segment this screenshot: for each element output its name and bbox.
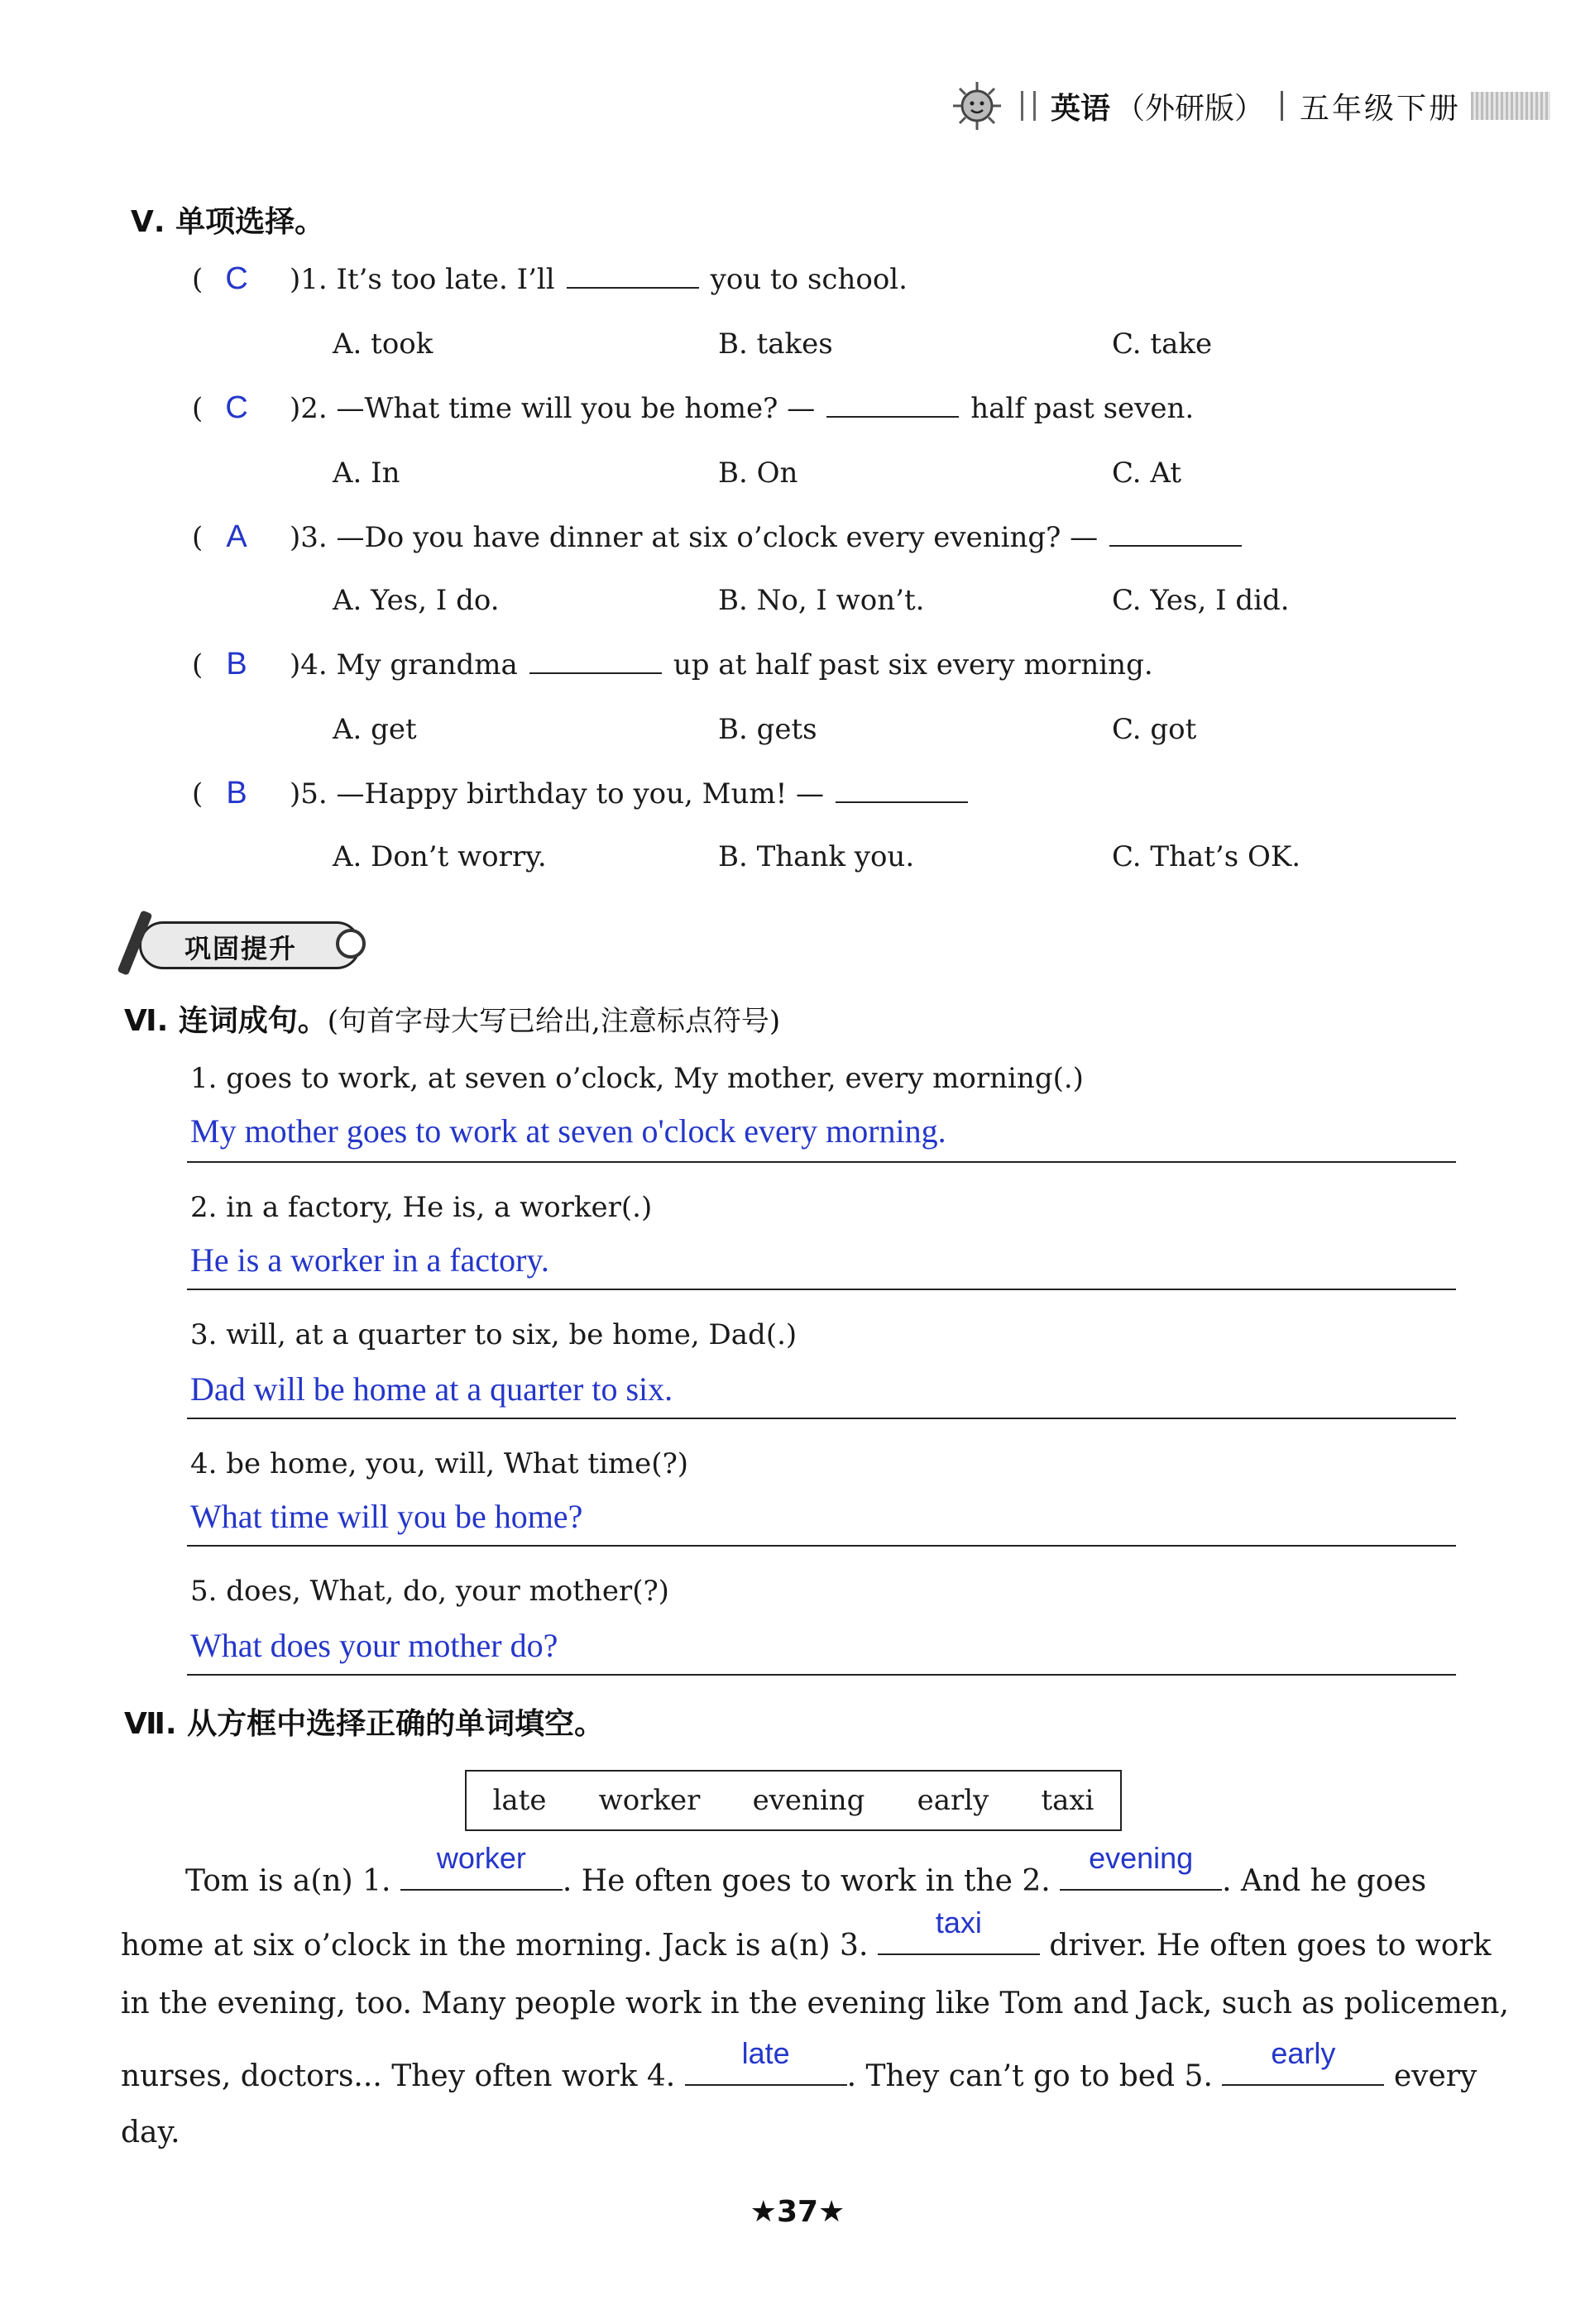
passage-line-3: in the evening, too. Many people work in the evening like Tom and Jack, such as policemen, [121, 1987, 1509, 2020]
reorder-answer-2: He is a worker in a factory. [190, 1241, 549, 1279]
passage-line-5: day. [121, 2116, 180, 2149]
reorder-answer-5: What does your mother do? [190, 1627, 558, 1664]
passage-1a: Tom is a(n) 1. [185, 1864, 391, 1898]
fill-answer-3: taxi [935, 1906, 982, 1939]
fill-answer-4: late [741, 2036, 790, 2070]
q2-number: )2. [290, 392, 328, 425]
banner-pill [139, 921, 361, 969]
fill-blank-2 [1060, 1841, 1222, 1891]
q4-option-b: B. gets [718, 713, 817, 746]
q4-option-a: A. get [333, 713, 417, 746]
answer-line-5 [187, 1674, 1456, 1676]
page-header [951, 73, 1564, 139]
header-grade: 五年级下册 [1300, 91, 1462, 126]
q5-option-a: A. Don’t worry. [333, 840, 547, 873]
header-divider-bars [1021, 91, 1036, 121]
header-subject: 英语 [1051, 91, 1111, 126]
q5-text-pre: —Happy birthday to you, Mum! — [336, 777, 825, 811]
q1-answer: C [225, 261, 248, 296]
fill-answer-2: evening [1089, 1841, 1194, 1875]
passage-2b: driver. He often goes to work [1049, 1929, 1492, 1963]
answer-line-1 [187, 1161, 1456, 1163]
answer-line-2 [187, 1289, 1456, 1290]
ring-icon [336, 929, 366, 959]
fill-answer-1: worker [436, 1841, 526, 1875]
word-early: early [917, 1784, 989, 1817]
q3-blank [1109, 520, 1242, 547]
q1-option-c: C. take [1112, 328, 1213, 361]
q5-answer: B [226, 776, 247, 811]
q3-text-pre: —Do you have dinner at six o’clock every evening? — [336, 521, 1099, 554]
reorder-prompt-1: 1. goes to work, at seven o’clock, My mother, every morning(.) [190, 1062, 1084, 1095]
passage-4b: . They can’t go to bed 5. [846, 2059, 1213, 2093]
header-edition: （外研版） [1115, 91, 1265, 126]
fill-answer-5: early [1271, 2036, 1336, 2070]
fill-blank-4 [685, 2036, 847, 2086]
passage-1c: . And he goes [1222, 1864, 1427, 1898]
section6-title-text: Ⅵ. 连词成句。 [124, 1004, 328, 1038]
sun-mascot-icon [951, 80, 1003, 132]
section-banner [124, 916, 369, 971]
fill-blank-3 [878, 1906, 1040, 1955]
q5-option-c: C. That’s OK. [1112, 840, 1301, 873]
q1-option-b: B. takes [718, 328, 833, 361]
q4-text-post: up at half past six every morning. [673, 648, 1153, 681]
fill-blank-1 [400, 1841, 563, 1891]
reorder-prompt-2: 2. in a factory, He is, a worker(.) [190, 1191, 653, 1224]
q2-text-pre: —What time will you be home? — [336, 392, 816, 425]
answer-line-3 [187, 1418, 1456, 1419]
q4-answer: B [226, 647, 247, 681]
question-3: ( A )3. —Do you have dinner at six o’clock every evening? — [192, 519, 1253, 555]
q4-blank [529, 648, 662, 674]
reorder-prompt-5: 5. does, What, do, your mother(?) [190, 1575, 669, 1608]
passage-1b: . He often goes to work in the 2. [562, 1864, 1051, 1898]
q2-blank [826, 391, 959, 418]
section7-title: Ⅶ. 从方框中选择正确的单词填空。 [124, 1707, 605, 1741]
q2-option-c: C. At [1112, 457, 1182, 490]
q3-answer: A [226, 519, 247, 554]
word-taxi: taxi [1041, 1784, 1094, 1817]
passage-4c: every [1393, 2059, 1478, 2093]
passage-4a: nurses, doctors... They often work 4. [121, 2059, 676, 2093]
q2-answer: C [225, 390, 248, 425]
reorder-prompt-4: 4. be home, you, will, What time(?) [190, 1447, 689, 1480]
reorder-prompt-3: 3. will, at a quarter to six, be home, Dad(.) [190, 1318, 798, 1351]
q1-text-post: you to school. [710, 263, 908, 296]
q2-option-a: A. In [333, 457, 400, 490]
q1-blank [567, 262, 699, 289]
reorder-answer-4: What time will you be home? [190, 1498, 583, 1535]
q2-option-b: B. On [718, 457, 798, 490]
q5-blank [836, 777, 968, 803]
section6-title [124, 997, 780, 1040]
word-worker: worker [598, 1784, 701, 1817]
q1-option-a: A. took [333, 328, 433, 361]
q4-text-pre: My grandma [336, 648, 518, 681]
q5-number: )5. [290, 777, 328, 811]
section5-title: Ⅴ. 单项选择。 [131, 205, 325, 239]
q4-number: )4. [290, 648, 328, 681]
word-late: late [492, 1784, 547, 1817]
question-2: ( C )2. —What time will you be home? — half past seven. [192, 390, 1195, 425]
word-box [465, 1770, 1122, 1831]
passage-line-1 [185, 1841, 1427, 1898]
banner-label: 巩固提升 [184, 933, 298, 964]
answer-line-4 [187, 1545, 1456, 1547]
q3-number: )3. [290, 521, 328, 554]
q3-option-a: A. Yes, I do. [333, 584, 500, 617]
q5-option-b: B. Thank you. [718, 840, 915, 873]
header-separator [1281, 91, 1283, 121]
passage-line-2 [121, 1906, 1492, 1963]
reorder-answer-3: Dad will be home at a quarter to six. [190, 1370, 673, 1408]
q4-option-c: C. got [1112, 713, 1197, 746]
q1-number: )1. [290, 263, 328, 296]
section6-instruction: (句首字母大写已给出,注意标点符号) [327, 1005, 781, 1038]
q3-option-b: B. No, I won’t. [718, 584, 925, 617]
page-number: ★37★ [750, 2195, 845, 2229]
question-1: ( C )1. It’s too late. I’ll you to school. [192, 261, 908, 296]
q2-text-post: half past seven. [970, 392, 1195, 425]
q1-text-pre: It’s too late. I’ll [336, 263, 555, 296]
question-5: ( B )5. —Happy birthday to you, Mum! — [192, 776, 980, 811]
passage-2a: home at six o’clock in the morning. Jack is a(n) 3. [121, 1929, 869, 1963]
q3-option-c: C. Yes, I did. [1112, 584, 1290, 617]
fill-blank-5 [1222, 2036, 1384, 2086]
word-evening: evening [752, 1784, 865, 1817]
passage-line-4 [121, 2036, 1478, 2093]
header-stripe-decoration [1471, 92, 1550, 120]
question-4: ( B )4. My grandma up at half past six every morning. [192, 647, 1153, 681]
reorder-answer-1: My mother goes to work at seven o'clock every morning. [190, 1112, 946, 1150]
